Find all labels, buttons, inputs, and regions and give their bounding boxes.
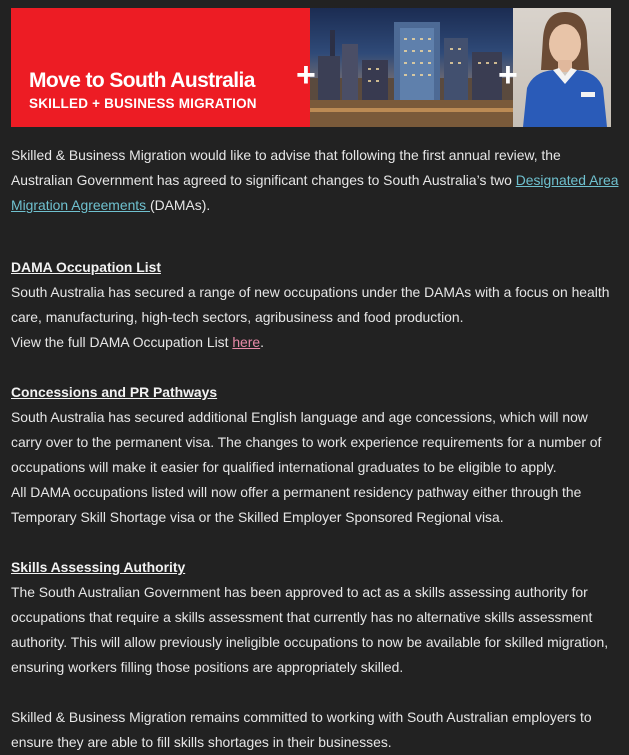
banner-red-panel [11, 8, 310, 127]
occupation-list-heading: DAMA Occupation List [11, 259, 161, 275]
city-skyline-illustration [310, 8, 513, 127]
occupation-list-view: View the full DAMA Occupation List here. [11, 334, 264, 350]
occupation-list-body: South Australia has secured a range of new occupations under the DAMAs with a focus on health care, manufacturing, high-tech sectors, agribusiness and food production. [11, 284, 610, 325]
banner-subtitle: SKILLED + BUSINESS MIGRATION [29, 96, 257, 111]
banner-title: Move to South Australia [29, 69, 255, 92]
concessions-heading: Concessions and PR Pathways [11, 384, 218, 400]
plus-icon: + [296, 56, 316, 94]
skills-authority-body: The South Australian Government has been approved to act as a skills assessing authority for occupations that require a skills assessment that currently has no alternative skills assessment authority. This will allow previously ineligible occupations to now be available for skilled migration, ensuring workers filling those positions are appropriately skilled. [11, 584, 609, 675]
header-banner [11, 8, 611, 127]
banner-person-photo [513, 8, 611, 127]
concessions-body: South Australia has secured additional English language and age concessions, which will now carry over to the permanent visa. The changes to work experience requirements for a number of occupations will make it easier for qualified international graduates to be eligible to apply. [11, 409, 602, 475]
dama-agreements-link[interactable]: Designated Area Migration Agreements [11, 172, 619, 213]
message-content [11, 143, 619, 755]
plus-icon: + [498, 56, 518, 94]
pr-pathway-body: All DAMA occupations listed will now offer a permanent residency pathway either through the Temporary Skill Shortage visa or the Skilled Employer Sponsored Regional visa. [11, 484, 582, 525]
closing-paragraph: Skilled & Business Migration remains committed to working with South Australian employers to ensure they are able to fill skills shortages in their businesses. [11, 709, 592, 750]
banner-city-photo [310, 8, 513, 127]
occupation-list-here-link[interactable]: here [232, 334, 261, 350]
skills-authority-heading: Skills Assessing Authority [11, 559, 186, 575]
person-illustration [513, 8, 611, 127]
intro-paragraph: Skilled & Business Migration would like to advise that following the first annual review, the Australian Government has agreed to significant changes to South Australia’s two Designated Area Migration Agreements (DAMAs). [11, 147, 619, 213]
